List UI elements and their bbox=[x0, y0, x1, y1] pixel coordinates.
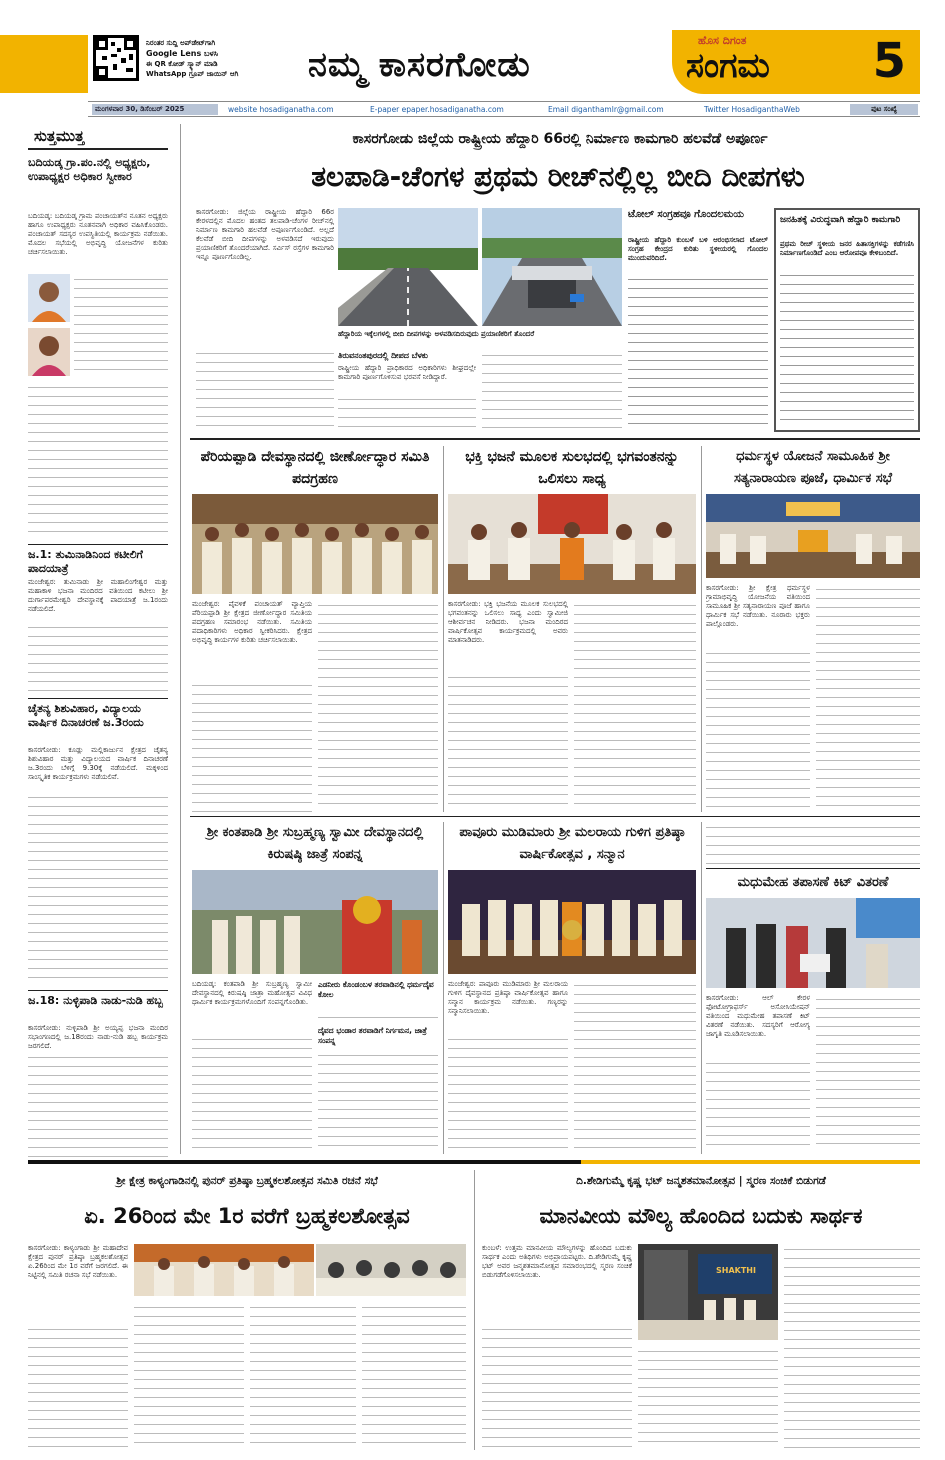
story-body: ಕಾಸರಗೋಡು: ಕಾಳ್ಯಂಗಾಡು ಶ್ರೀ ಮಹಾದೇವ ಕ್ಷೇತ್ರದ ಪುನರ್ ಪ್ರತಿಷ್ಠಾ ಬ್ರಹ್ಮಕಲಶೋತ್ಸವ ಏ.26ರಿಂದ ಮೇ 1ರ ವರೆಗೆ ಜರಗಲಿದೆ. ಈ ನಿಟ್ಟಿನಲ್ಲಿ ಸಮಿತಿ ರಚನಾ ಸಭೆ ನಡೆಯಿತು. bbox=[28, 1244, 128, 1279]
story-body-filler bbox=[318, 1050, 438, 1152]
issue-date: ಮಂಗಳವಾರ 30, ಡಿಸೆಂಬರ್ 2025 bbox=[92, 104, 218, 115]
column-separator bbox=[701, 822, 702, 1154]
temple-group-photo bbox=[192, 494, 438, 594]
lead-body-filler bbox=[196, 348, 334, 432]
story-body: ಕುಂಬಳೆ: ಉತ್ತಮ ಮಾನವೀಯ ಮೌಲ್ಯಗಳನ್ನು ಹೊಂದಿದ ಬದುಕು ಸಾರ್ಥಕ ಎಂದು ಅತಿಥಿಗಳು ಅಭಿಪ್ರಾಯಪಟ್ಟರು. ದಿ.ಶೇಡಿಗುಮ್ಮೆ ಕೃಷ್ಣ ಭಟ್ ಅವರ ಜನ್ಮಶತಮಾನೋತ್ಸವ ಸಮಾರಂಭದಲ್ಲಿ ಸ್ಮರಣ ಸಂಚಿಕೆ ಬಿಡುಗಡೆಗೊಳಿಸಲಾಯಿತು. bbox=[482, 1244, 632, 1279]
toll-body-filler bbox=[628, 274, 768, 430]
public-interest-box bbox=[774, 208, 920, 432]
column-separator bbox=[443, 446, 444, 812]
story-body-filler bbox=[192, 1034, 312, 1152]
person-photo bbox=[28, 274, 70, 322]
sidebar-story bbox=[28, 994, 168, 1162]
story-headline: ಪಾವೂರು ಮುಡಿಮಾರು ಶ್ರೀ ಮಲರಾಯ ಗುಳಿಗ ಪ್ರತಿಷ್ಠಾ ವಾರ್ಷಿಕೋತ್ಸವ , ಸನ್ಮಾನ bbox=[459, 825, 685, 862]
column-separator bbox=[701, 446, 702, 812]
story-body-filler bbox=[706, 822, 920, 864]
story-body-filler bbox=[816, 994, 920, 1152]
sidebar-story bbox=[28, 548, 168, 694]
story-body-filler bbox=[192, 680, 312, 812]
event-stage-photo bbox=[638, 1244, 778, 1340]
story-headline: ಪೆರಿಯಪ್ಪಾಡಿ ದೇವಸ್ಥಾನದಲ್ಲಿ ಜೀರ್ಣೋದ್ಧಾರ ಸಮಿತಿ ಪದಗ್ರಹಣ bbox=[200, 449, 430, 487]
story-body-filler bbox=[448, 672, 568, 812]
qr-instructions bbox=[146, 38, 306, 79]
diabetes-kit-photo bbox=[706, 898, 920, 988]
page-title: ನಮ್ಮ ಕಾಸರಗೋಡು bbox=[308, 45, 531, 85]
bottom-headline: ಮಾನವೀಯ ಮೌಲ್ಯ ಹೊಂದಿದ ಬದುಕು ಸಾರ್ಥಕ bbox=[539, 1204, 863, 1228]
dateline-bar bbox=[88, 101, 920, 117]
lead-body: ಕಾಸರಗೋಡು: ಜಿಲ್ಲೆಯ ರಾಷ್ಟ್ರೀಯ ಹೆದ್ದಾರಿ 66ರ ಕೇರಳದಲ್ಲಿನ ಮೊದಲ ಹಂತದ ತಲಪಾಡಿ-ಚೆಂಗಳ ರೀಚ್‌ನಲ್ಲಿ ನಿರ್ಮಾಣ ಕಾಮಗಾರಿ ಹಲವೆಡೆ ಅಪೂರ್ಣಗೊಂಡಿದೆ. ಅಲ್ಲದೆ ಕೆಲವೆಡೆ ಬೀದಿ ದೀಪಗಳನ್ನು ಅಳವಡಿಸದೆ ಇರುವುದು ಪ್ರಯಾಣಿಕರಿಗೆ ತೊಂದರೆಯಾಗಿದೆ. ಸರ್ವಿಸ್ ರಸ್ತೆಗಳ ಕಾಮಗಾರಿ ಇನ್ನೂ ಪೂರ್ಣಗೊಂಡಿಲ್ಲ. bbox=[196, 208, 334, 261]
bottom-kicker: ದಿ.ಶೇಡಿಗುಮ್ಮೆ ಕೃಷ್ಣ ಭಟ್ ಜನ್ಮಶತಮಾನೋತ್ಸವ | ಸ್ಮರಣ ಸಂಚಿಕೆ ಬಿಡುಗಡೆ bbox=[576, 1175, 826, 1187]
audience-photo bbox=[316, 1244, 466, 1296]
qr-line: WhatsApp ಗ್ರೂಪ್ ಜಾಯಿನ್ ಆಗಿ bbox=[146, 70, 239, 78]
divider bbox=[190, 816, 920, 817]
story-body: ಕಾಸರಗೋಡು: ಆಲ್ ಕೇರಳ ಫೋಟೋಗ್ರಾಫರ್ಸ್ ಅಸೋಸಿಯೇಷನ್ ವತಿಯಿಂದ ಮಧುಮೇಹ ತಪಾಸಣೆ ಕಿಟ್ ವಿತರಣೆ ನಡೆಯಿತು. ಸದಸ್ಯರಿಗೆ ಆರೋಗ್ಯ ಜಾಗೃತಿ ಮೂಡಿಸಲಾಯಿತು. bbox=[706, 994, 810, 1038]
sub-story-headline: ಎಡನೀರು ಕೊಂಡಂಬಳ ತರವಾಡಿನಲ್ಲಿ ಧರ್ಮದೈವ ಕೋಲ bbox=[318, 980, 434, 999]
story-body: ಬದಿಯಡ್ಕ: ಕಂತಪಾಡಿ ಶ್ರೀ ಸುಬ್ರಹ್ಮಣ್ಯ ಸ್ವಾಮೀ ದೇವಸ್ಥಾನದಲ್ಲಿ ಕಿರುಷಷ್ಠಿ ಜಾತ್ರಾ ಮಹೋತ್ಸವ ವಿವಿಧ ಧಾರ್ಮಿಕ ಕಾರ್ಯಕ್ರಮಗಳೊಂದಿಗೆ ಸಂಪನ್ನಗೊಂಡಿತು. bbox=[192, 980, 312, 1006]
story-body-filler bbox=[448, 1034, 568, 1152]
qr-line: Google Lens ಬಳಸಿ bbox=[146, 49, 219, 58]
story-body-filler bbox=[28, 792, 168, 978]
divider bbox=[28, 990, 168, 991]
toll-body: ರಾಷ್ಟ್ರೀಯ ಹೆದ್ದಾರಿ ಕುಂಬಳೆ ಬಳಿ ಆರಂಭಿಸಲಾದ ಟೋಲ್ ಸಂಗ್ರಹ ಕೇಂದ್ರದ ಕುರಿತು ಸ್ಥಳೀಯರಲ್ಲಿ ಗೊಂದಲ ಮುಂದುವರಿದಿದೆ. bbox=[628, 236, 768, 262]
page-number: 5 bbox=[872, 33, 906, 89]
contact-email[interactable]: Email diganthamlr@gmail.com bbox=[548, 105, 664, 114]
story-body: ಮಂಜೇಶ್ವರ: ಪಾವೂರು ಮುಡಿಮಾರು ಶ್ರೀ ಮಲರಾಯ ಗುಳಿಗ ದೈವಸ್ಥಾನದ ಪ್ರತಿಷ್ಠಾ ವಾರ್ಷಿಕೋತ್ಸವ ಹಾಗೂ ಸನ್ಮಾನ ಕಾರ್ಯಕ್ರಮ ನಡೆಯಿತು. ಗಣ್ಯರನ್ನು ಸನ್ಮಾನಿಸಲಾಯಿತು. bbox=[448, 980, 568, 1015]
story-body-filler bbox=[638, 1346, 778, 1450]
qr-code bbox=[93, 35, 139, 81]
toll-sidebar bbox=[628, 208, 768, 430]
divider bbox=[28, 698, 168, 699]
sidebar-story bbox=[28, 702, 168, 978]
sidebar-header bbox=[28, 124, 168, 150]
story-body: ಮಂಜೇಶ್ವರ: ಪೈವಳಿಕೆ ಪಂಚಾಯತ್ ವ್ಯಾಪ್ತಿಯ ಪೆರಿಯಪ್ಪಾಡಿ ಶ್ರೀ ಕ್ಷೇತ್ರದ ಜೀರ್ಣೋದ್ಧಾರ ಸಮಿತಿಯ ಪದಗ್ರಹಣ ಸಮಾರಂಭ ನಡೆಯಿತು. ಸಮಿತಿಯ ಪದಾಧಿಕಾರಿಗಳು ಅಧಿಕಾರ ಸ್ವೀಕರಿಸಿದರು. ಕ್ಷೇತ್ರದ ಅಭಿವೃದ್ಧಿ ಕಾರ್ಯಗಳ ಕುರಿತು ಚರ್ಚಿಸಲಾಯಿತು. bbox=[192, 600, 312, 644]
lead-headline: ತಲಪಾಡಿ-ಚೆಂಗಳ ಪ್ರಥಮ ರೀಚ್‌ನಲ್ಲಿಲ್ಲ ಬೀದಿ ದೀಪಗಳು bbox=[311, 160, 805, 193]
column-separator bbox=[443, 822, 444, 1154]
story-body-filler bbox=[318, 1012, 438, 1024]
story-body-filler bbox=[706, 1058, 810, 1152]
contact-website[interactable]: website hosadiganatha.com bbox=[228, 105, 334, 114]
story-body: ಬದಿಯಡ್ಕ: ಬದಿಯಡ್ಕ ಗ್ರಾಮ ಪಂಚಾಯತ್‌ನ ನೂತನ ಅಧ್ಯಕ್ಷರು ಹಾಗೂ ಉಪಾಧ್ಯಕ್ಷರು ನೂತನವಾಗಿ ಅಧಿಕಾರ ವಹಿಸಿಕೊಂಡರು. ಪಂಚಾಯತ್ ಸದಸ್ಯರ ಉಪಸ್ಥಿತಿಯಲ್ಲಿ ಕಾರ್ಯಕ್ರಮ ನಡೆಯಿತು. ಮೊದಲ ಸಭೆಯಲ್ಲಿ ಅಭಿವೃದ್ಧಿ ಯೋಜನೆಗಳ ಕುರಿತು ಚರ್ಚಿಸಲಾಯಿತು. bbox=[28, 212, 168, 256]
divider bbox=[28, 544, 168, 545]
box-body-filler bbox=[780, 270, 914, 424]
stage-banner-text: SHAKTHI bbox=[716, 1266, 756, 1275]
story-headline: ಮಧುಮೇಹ ತಪಾಸಣೆ ಕಿಟ್ ವಿತರಣೆ bbox=[737, 875, 889, 890]
story-body-filler bbox=[482, 1324, 632, 1450]
sub-story-headline: ದೈವದ ಭಂಡಾರ ತರವಾಡಿಗೆ ನಿರ್ಗಮನ, ಜಾತ್ರೆ ಸಂಪನ್ನ bbox=[318, 1026, 427, 1045]
bottom-accent-bar bbox=[28, 1160, 920, 1164]
story-body-filler bbox=[134, 1302, 244, 1450]
story-headline: ಭಕ್ತಿ ಭಜನೆ ಮೂಲಕ ಸುಲಭದಲ್ಲಿ ಭಗವಂತನನ್ನು ಒಲಿಸಲು ಸಾಧ್ಯ bbox=[465, 449, 679, 487]
felicitation-photo bbox=[448, 870, 696, 974]
story-body: ಕಾಸರಗೋಡು: ಶ್ರೀ ಕ್ಷೇತ್ರ ಧರ್ಮಸ್ಥಳ ಗ್ರಾಮಾಭಿವೃದ್ಧಿ ಯೋಜನೆಯ ವತಿಯಿಂದ ಸಾಮೂಹಿಕ ಶ್ರೀ ಸತ್ಯನಾರಾಯಣ ಪೂಜೆ ಹಾಗೂ ಧಾರ್ಮಿಕ ಸಭೆ ನಡೆಯಿತು. ನೂರಾರು ಭಕ್ತರು ಪಾಲ್ಗೊಂಡರು. bbox=[706, 584, 810, 628]
story-headline: ಶ್ರೀ ಕಂತಪಾಡಿ ಶ್ರೀ ಸುಬ್ರಹ್ಮಣ್ಯ ಸ್ವಾಮೀ ದೇವಸ್ಥಾನದಲ್ಲಿ ಕಿರುಷಷ್ಠಿ ಜಾತ್ರೆ ಸಂಪನ್ನ bbox=[206, 825, 424, 862]
story-body-filler bbox=[816, 584, 920, 812]
story-body-filler bbox=[706, 648, 810, 812]
qr-line: ನಿರಂತರ ಸುದ್ದಿ ಅಪ್‌ಡೇಟ್‌ಗಾಗಿ bbox=[146, 39, 216, 47]
festival-photo bbox=[192, 870, 438, 974]
story-body-filler bbox=[28, 382, 168, 532]
contact-twitter[interactable]: Twitter HosadiganthaWeb bbox=[704, 105, 800, 114]
brand-small: ಹೊಸ ದಿಗಂತ bbox=[698, 34, 747, 47]
edition-label: ಪುಟ ಸಂಖ್ಯೆ bbox=[850, 104, 918, 115]
toll-headline: ಟೋಲ್ ಸಂಗ್ರಹವೂ ಗೊಂದಲಮಯ bbox=[628, 209, 744, 220]
column-separator bbox=[180, 124, 181, 1154]
story-body: ಕಾಸರಗೋಡು: ನುಳ್ಳಿಪಾಡಿ ಶ್ರೀ ಅಯ್ಯಪ್ಪ ಭಜನಾ ಮಂದಿರ ಸಭಾಂಗಣದಲ್ಲಿ ಜ.18ರಂದು ನಾಡು-ನುಡಿ ಹಬ್ಬ ಕಾರ್ಯಕ್ರಮ ಜರಗಲಿದೆ. bbox=[28, 1024, 168, 1050]
brand-panel bbox=[672, 30, 920, 94]
pooja-hall-photo bbox=[706, 494, 920, 578]
sidebar-title: ಸುತ್ತಮುತ್ತ bbox=[34, 127, 85, 145]
divider bbox=[706, 868, 920, 869]
box-body: ಪ್ರಥಮ ರೀಚ್ ಸ್ಥಳೀಯ ಜನರ ಹಿತಾಸಕ್ತಿಗಳನ್ನು ಕಡೆಗಣಿಸಿ ನಿರ್ಮಾಣಗೊಂಡಿದೆ ಎಂಬ ಆರೋಪವೂ ಕೇಳಿಬಂದಿದೆ. bbox=[780, 240, 914, 257]
bhajan-stage-photo bbox=[448, 494, 696, 594]
story-body-filler bbox=[362, 1302, 466, 1450]
brand-name: ಸಂಗಮ bbox=[686, 46, 770, 86]
lead-body-filler bbox=[482, 350, 622, 432]
highway-photo bbox=[338, 208, 478, 326]
contact-epaper[interactable]: E-paper epaper.hosadiganatha.com bbox=[370, 105, 504, 114]
story-body-filler bbox=[28, 1324, 128, 1450]
story-body-filler bbox=[28, 622, 168, 694]
story-headline: ಚೈತನ್ಯ ಶಿಶುವಿಹಾರ, ವಿದ್ಯಾಲಯ ವಾರ್ಷಿಕ ದಿನಾಚರಣೆ ಜ.3ರಂದು bbox=[28, 702, 144, 729]
story-body-filler bbox=[74, 274, 168, 376]
story-headline: ಜ.1: ತುಮಿನಾಡಿನಿಂದ ಕಟೀಲಿಗೆ ಪಾದಯಾತ್ರೆ bbox=[28, 548, 143, 575]
bottom-headline: ಏ. 26ರಿಂದ ಮೇ 1ರ ವರೆಗೆ ಬ್ರಹ್ಮಕಲಶೋತ್ಸವ bbox=[84, 1204, 410, 1228]
person-photo bbox=[28, 328, 70, 376]
divider bbox=[190, 438, 920, 440]
story-headline: ಜ.18: ನುಳ್ಳಿಪಾಡಿ ನಾಡು-ನುಡಿ ಹಬ್ಬ bbox=[28, 994, 163, 1007]
story-body: ಕಾಸರಗೋಡು: ಭಕ್ತಿ ಭಜನೆಯ ಮೂಲಕ ಸುಲಭದಲ್ಲಿ ಭಗವಂತನನ್ನು ಒಲಿಸಲು ಸಾಧ್ಯ ಎಂದು ಸ್ವಾಮೀಜಿ ಆಶೀರ್ವಚನ ನೀಡಿದರು. ಭಜನಾ ಮಂದಿರದ ವಾರ್ಷಿಕೋತ್ಸವ ಕಾರ್ಯಕ್ರಮದಲ್ಲಿ ಅವರು ಮಾತನಾಡಿದರು. bbox=[448, 600, 568, 644]
flyover-photo bbox=[482, 208, 622, 326]
story-headline: ಬದಿಯಡ್ಕ ಗ್ರಾ.ಪಂ.ನಲ್ಲಿ ಅಧ್ಯಕ್ಷರು, ಉಪಾಧ್ಯಕ್ಷರ ಅಧಿಕಾರ ಸ್ವೀಕಾರ bbox=[28, 156, 151, 183]
lead-kicker: ಕಾಸರಗೋಡು ಜಿಲ್ಲೆಯ ರಾಷ್ಟ್ರೀಯ ಹೆದ್ದಾರಿ 66ರಲ್ಲಿ ನಿರ್ಮಾಣ ಕಾಮಗಾರಿ ಹಲವೆಡೆ ಅಪೂರ್ಣ bbox=[352, 131, 768, 147]
story-body-filler bbox=[784, 1244, 920, 1450]
story-body-filler bbox=[318, 600, 438, 812]
story-body: ಕಾಸರಗೋಡು: ಕೂಡ್ಲು ಮಲ್ಲಿಕಾರ್ಜುನ ಕ್ಷೇತ್ರದ ಚೈತನ್ಯ ಶಿಶುವಿಹಾರ ಮತ್ತು ವಿದ್ಯಾಲಯದ ವಾರ್ಷಿಕ ದಿನಾಚರಣೆ ಜ.3ರಂದು ಬೆಳಿಗ್ಗೆ 9.30ಕ್ಕೆ ನಡೆಯಲಿದೆ. ಮಕ್ಕಳಿಂದ ಸಾಂಸ್ಕೃತಿಕ ಕಾರ್ಯಕ್ರಮಗಳು ನಡೆಯಲಿವೆ. bbox=[28, 746, 168, 781]
story-headline: ಧರ್ಮಸ್ಥಳ ಯೋಜನೆ ಸಾಮೂಹಿಕ ಶ್ರೀ ಸತ್ಯನಾರಾಯಣ ಪೂಜೆ, ಧಾರ್ಮಿಕ ಸಭೆ bbox=[733, 449, 893, 486]
bottom-kicker: ಶ್ರೀ ಕ್ಷೇತ್ರ ಕಾಳ್ಯಂಗಾಡಿನಲ್ಲಿ ಪುನರ್ ಪ್ರತಿಷ್ಠಾ ಬ್ರಹ್ಮಕಲಶೋತ್ಸವ ಸಮಿತಿ ರಚನೆ ಸಭೆ bbox=[116, 1175, 378, 1187]
story-body-filler bbox=[574, 980, 696, 1152]
qr-line: ಈ QR ಕೋಡ್ ಸ್ಕ್ಯಾನ್ ಮಾಡಿ bbox=[146, 60, 218, 68]
story-body-filler bbox=[574, 600, 696, 812]
column-separator bbox=[474, 1170, 475, 1450]
masthead-left-bar bbox=[0, 35, 88, 93]
lead-subhead: ತಿರುವನಂತಪುರದಲ್ಲಿ ದೀಪದ ಬೆಳಕು bbox=[338, 351, 428, 360]
sidebar-story bbox=[28, 156, 168, 266]
story-body: ಮಂಜೇಶ್ವರ: ತುಮಿನಾಡು ಶ್ರೀ ಮಹಾಲಿಂಗೇಶ್ವರ ಮತ್ತು ಮಹಾಕಾಳಿ ಭಜನಾ ಮಂದಿರದ ವತಿಯಿಂದ ಕಟೀಲು ಶ್ರೀ ದುರ್ಗಾಪರಮೇಶ್ವರಿ ದೇವಸ್ಥಾನಕ್ಕೆ ಪಾದಯಾತ್ರೆ ಜ.1ರಂದು ನಡೆಯಲಿದೆ. bbox=[28, 578, 168, 613]
story-body-filler bbox=[250, 1302, 356, 1450]
lead-body-filler bbox=[338, 394, 476, 432]
story-body-filler bbox=[28, 1052, 168, 1162]
photo-caption: ಹೆದ್ದಾರಿಯ ಇಕ್ಕೆಲಗಳಲ್ಲಿ ಬೀದಿ ದೀಪಗಳನ್ನು ಅಳವಡಿಸದಿರುವುದು ಪ್ರಯಾಣಿಕರಿಗೆ ತೊಂದರೆ bbox=[338, 330, 535, 338]
meeting-photo bbox=[134, 1244, 314, 1296]
box-headline: ಜನಹಿತಕ್ಕೆ ವಿರುದ್ಧವಾಗಿ ಹೆದ್ದಾರಿ ಕಾಮಗಾರಿ bbox=[780, 215, 901, 225]
lead-body: ರಾಷ್ಟ್ರೀಯ ಹೆದ್ದಾರಿ ಪ್ರಾಧಿಕಾರದ ಅಧಿಕಾರಿಗಳು ಶೀಘ್ರದಲ್ಲೇ ಕಾಮಗಾರಿ ಪೂರ್ಣಗೊಳಿಸುವ ಭರವಸೆ ನೀಡಿದ್ದಾರೆ. bbox=[338, 364, 476, 381]
